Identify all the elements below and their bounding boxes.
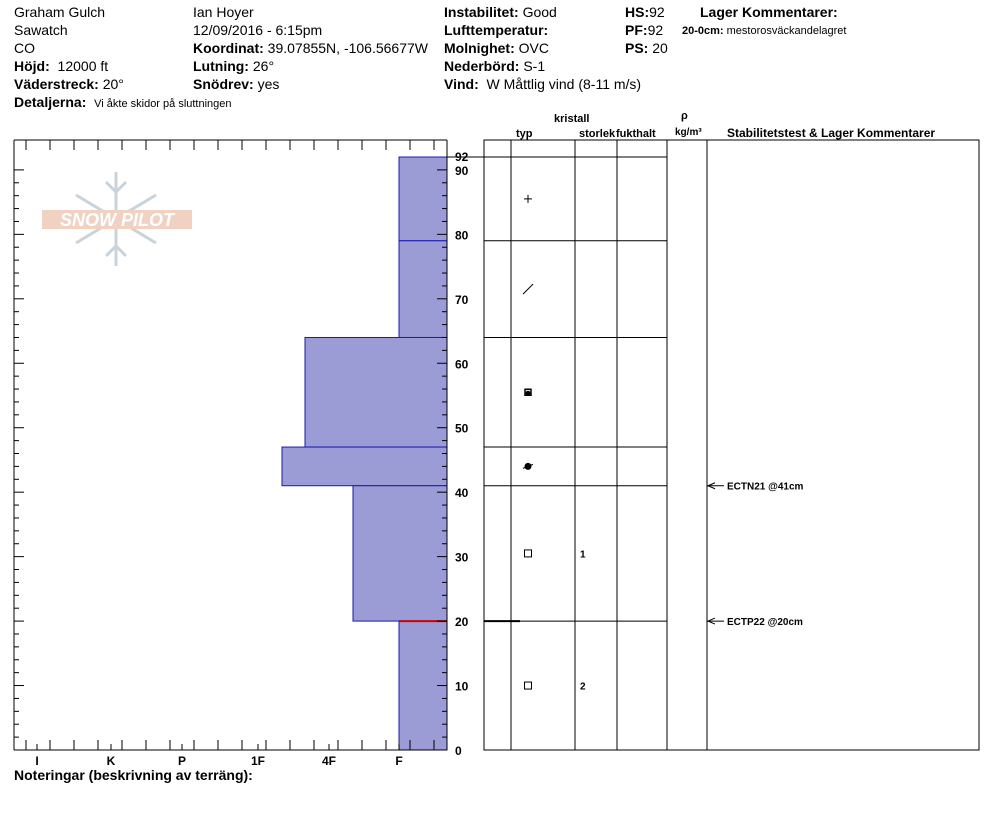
table-frame (484, 140, 979, 750)
layer-comment-text: mestorosväckandelagret (726, 25, 847, 37)
ps-value: 20 (652, 40, 668, 56)
y-tick-label: 20 (455, 615, 469, 630)
hardness-layer-bar (282, 447, 447, 486)
aspect-label: Väderstreck: (14, 76, 99, 92)
observer-name: Ian Hoyer (193, 4, 254, 20)
y-tick-label: 40 (455, 486, 469, 501)
hardness-tick-label: 4F (321, 754, 337, 768)
hardness-tick-label: I (35, 754, 39, 768)
precip-value: S-1 (523, 58, 546, 74)
slope-label: Lutning: (193, 58, 249, 74)
typ-header: typ (516, 128, 533, 140)
layer-comment-depth: 20-0cm: (682, 25, 724, 37)
wind-label: Vind: (444, 76, 479, 92)
hardness-tick-label: K (106, 754, 116, 768)
y-tick-label: 50 (455, 421, 469, 436)
drift-value: yes (257, 76, 280, 92)
observation-datetime: 12/09/2016 - 6:15pm (193, 22, 323, 38)
coord-label: Koordinat: (193, 40, 264, 56)
crystal-table (484, 140, 979, 750)
top-depth-label: 92 (455, 150, 469, 164)
rounding-faceted-crystal-icon (526, 391, 531, 396)
logo-text: SNOW PILOT (60, 210, 174, 230)
sky-label: Molnighet: (444, 40, 515, 56)
storlek-header: storlek (579, 128, 616, 140)
density-unit-header: kg/m³ (675, 127, 702, 138)
stability-test-label: ECTN21 @41cm (727, 481, 804, 493)
hardness-layers (282, 157, 447, 750)
hardness-tick-label: 1F (250, 754, 266, 768)
hs-label: HS: (625, 4, 650, 20)
slope-value: 26° (252, 58, 275, 74)
hardness-layer-bar (353, 486, 447, 621)
decomposing-crystal-icon (523, 284, 533, 294)
pf-label: PF: (625, 22, 648, 38)
hardness-layer-bar (305, 337, 447, 447)
kristall-header: kristall (554, 113, 590, 125)
elevation-label: Höjd: (14, 58, 50, 74)
hs-value: 92 (649, 4, 665, 20)
airtemp-label: Lufttemperatur: (444, 22, 549, 38)
drift-label: Snödrev: (193, 76, 254, 92)
y-tick-label: 0 (455, 744, 462, 758)
location-name: Graham Gulch (14, 4, 106, 20)
crystal-size-label: 2 (580, 681, 586, 693)
hardness-tick-label: P (177, 754, 187, 768)
y-tick-label: 80 (455, 228, 469, 243)
y-tick-label: 90 (455, 163, 469, 178)
details-label: Detaljerna: (14, 94, 87, 110)
hardness-layer-bar (399, 241, 447, 338)
range-name: Sawatch (14, 22, 68, 38)
stability-header: Stabilitetstest & Lager Kommentarer (727, 126, 936, 140)
notes-label: Noteringar (beskrivning av terräng): (14, 767, 253, 783)
aspect-value: 20° (102, 76, 124, 92)
rho-header: ρ (681, 110, 688, 122)
details-value: Vi åkte skidor på sluttningen (94, 98, 232, 110)
y-tick-label: 30 (455, 550, 469, 565)
instability-label: Instabilitet: (444, 4, 519, 20)
sky-value: OVC (518, 40, 549, 56)
layer-comments-title: Lager Kommentarer: (700, 4, 838, 20)
fukthalt-header: fukthalt (616, 128, 656, 140)
stability-test-label: ECTP22 @20cm (727, 617, 803, 629)
y-tick-label: 70 (455, 292, 469, 307)
precip-label: Nederbörd: (444, 58, 520, 74)
elevation-value: 12000 ft (57, 58, 109, 74)
snowpilot-logo (42, 172, 192, 266)
ps-label: PS: (625, 40, 649, 56)
hardness-tick-label: F (395, 754, 403, 768)
pf-value: 92 (647, 22, 664, 38)
y-tick-label: 10 (455, 679, 469, 694)
y-tick-label: 60 (455, 357, 469, 372)
wind-value: W Måttlig vind (8-11 m/s) (486, 76, 642, 92)
faceted-crystal-icon (525, 682, 532, 689)
state-name: CO (14, 40, 35, 56)
instability-value: Good (522, 4, 557, 20)
crystal-size-label: 1 (580, 549, 586, 561)
faceted-crystal-icon (525, 550, 532, 557)
coord-value: 39.07855N, -106.56677W (267, 40, 428, 56)
